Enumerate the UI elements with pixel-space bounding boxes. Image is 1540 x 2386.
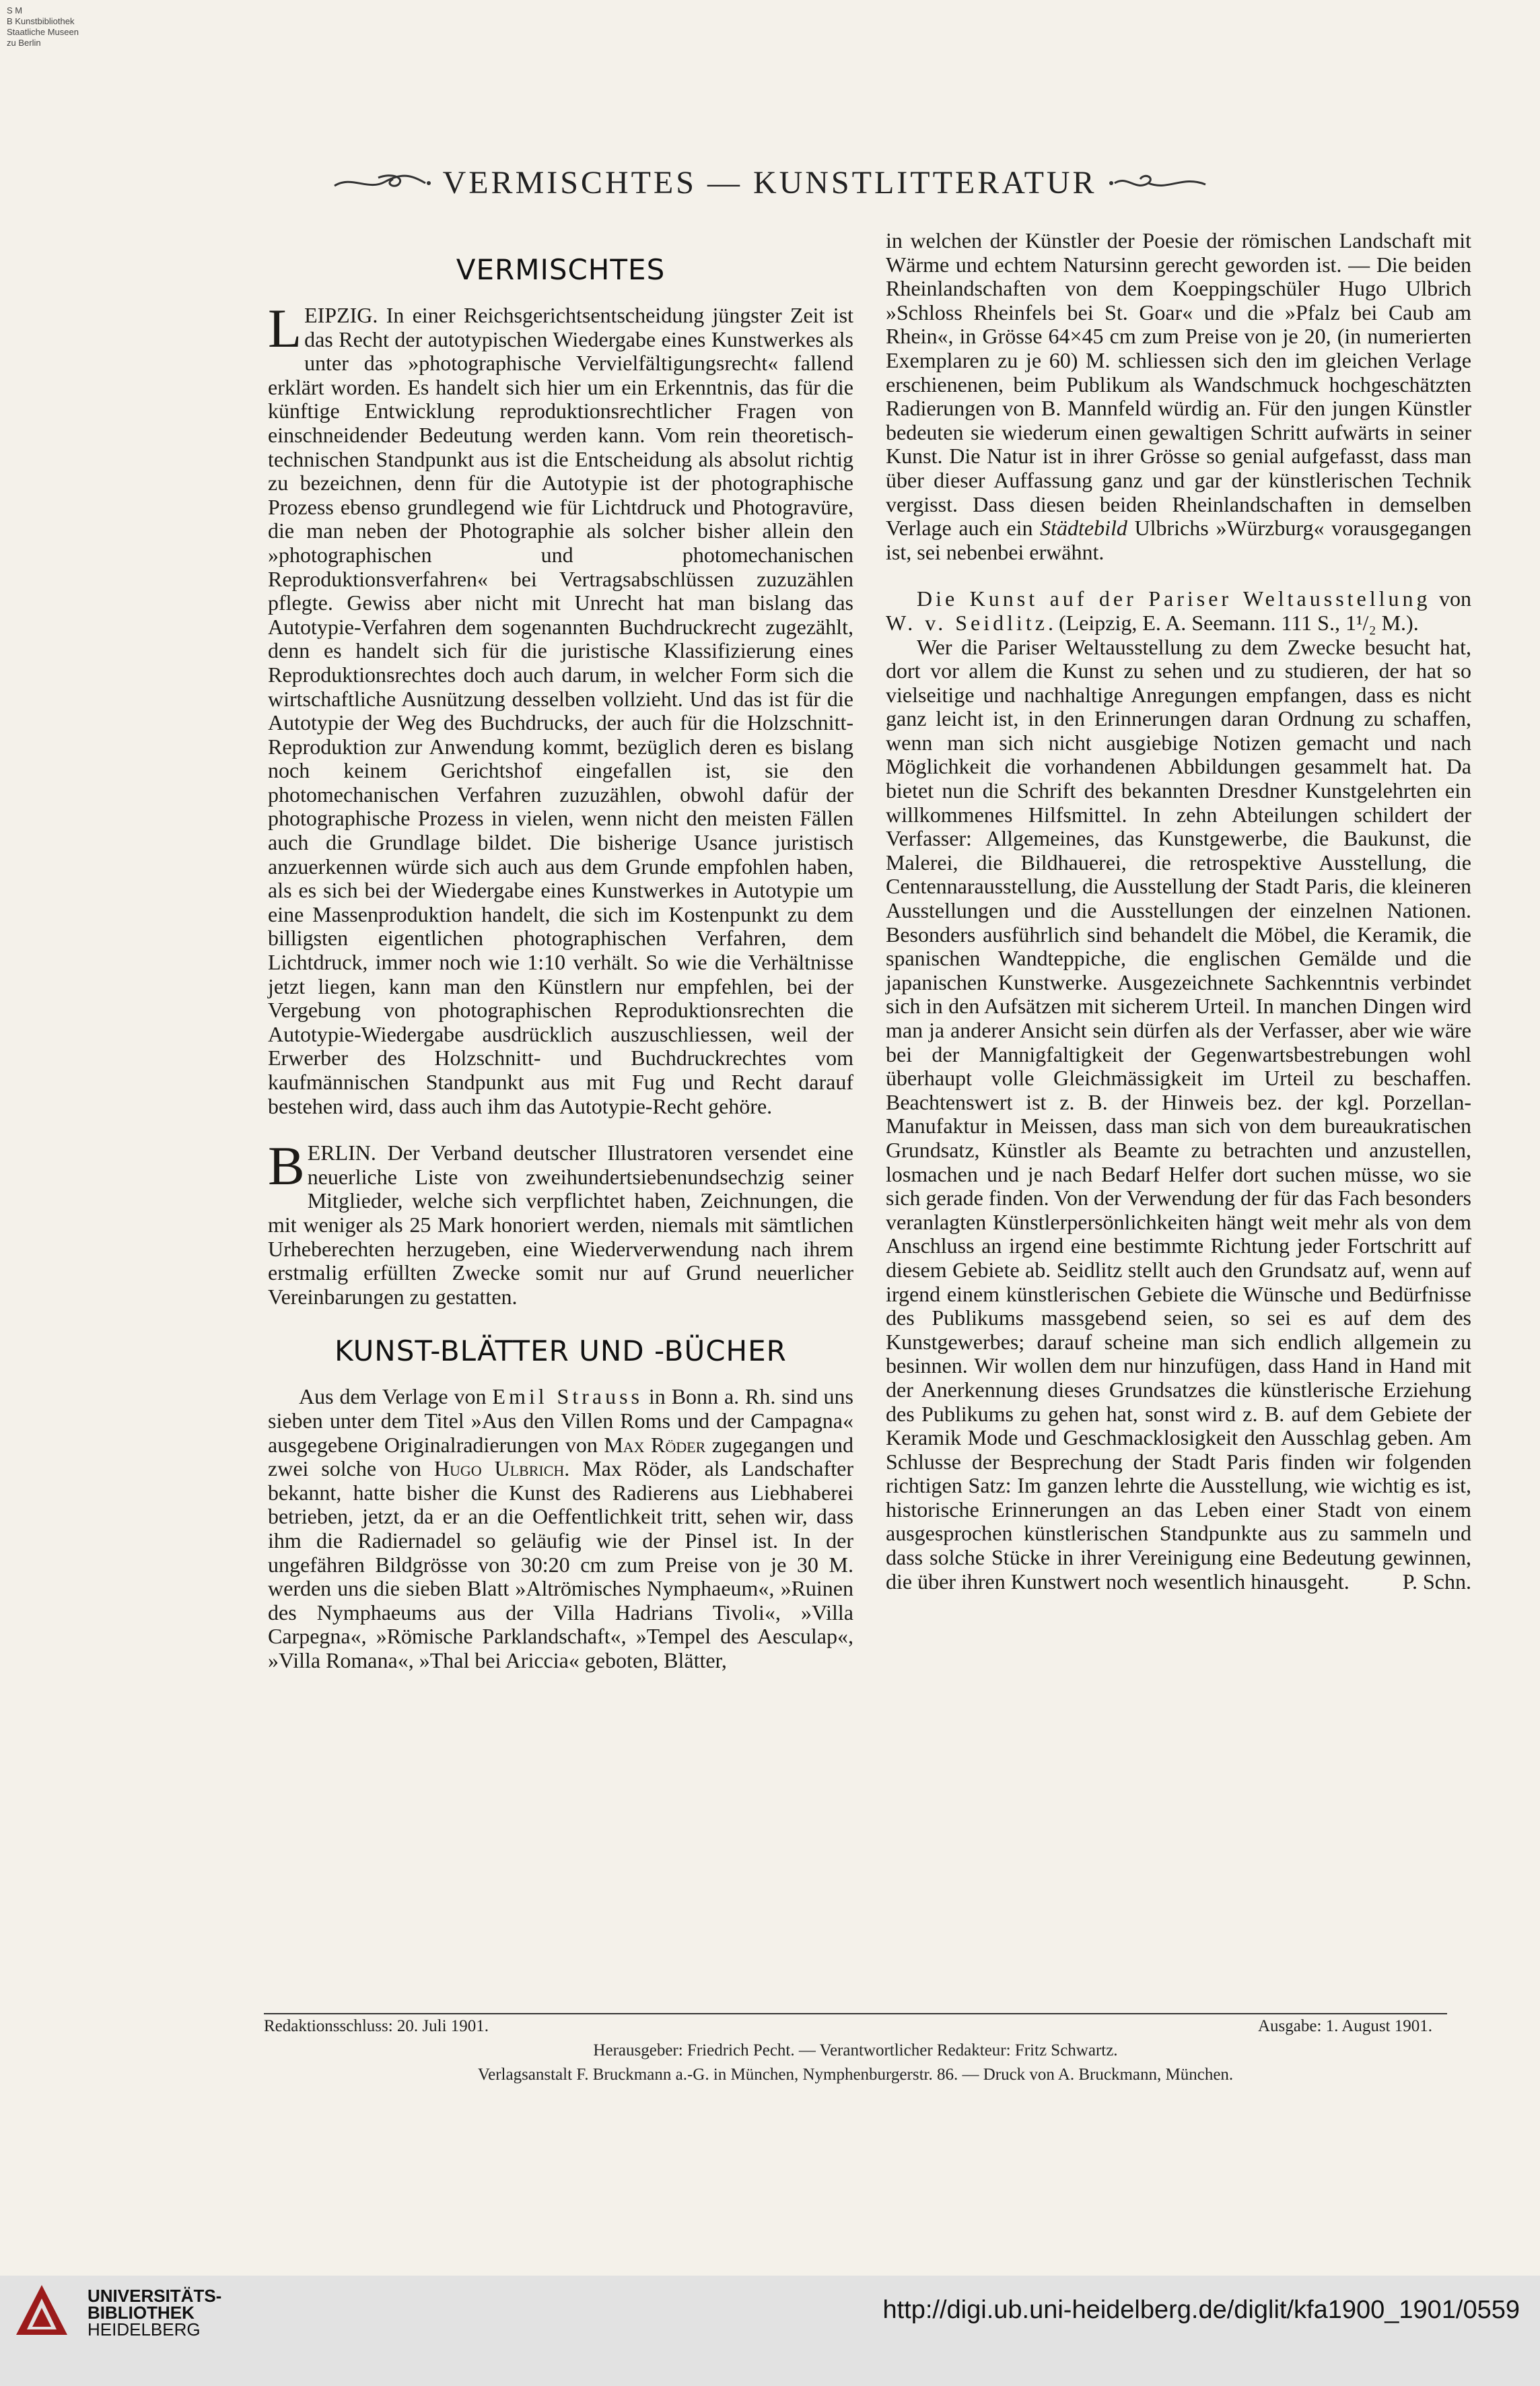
digitization-bar bbox=[0, 2276, 1540, 2386]
ausgabe-date: Ausgabe: 1. August 1901. bbox=[1257, 2017, 1432, 2035]
review-paragraph bbox=[886, 636, 1471, 1594]
berlin-paragraph bbox=[268, 1135, 853, 1309]
signature: P. Schn. bbox=[1402, 1569, 1471, 1594]
text-run: zugegangen und zwei solche von bbox=[268, 1432, 854, 1481]
redaktionsschluss: Redaktionsschluss: 20. Juli 1901. bbox=[264, 2017, 489, 2035]
header-title: VERMISCHTES — KUNSTLITTERATUR bbox=[442, 165, 1097, 201]
strauss-paragraph bbox=[268, 1385, 853, 1672]
text-run: in welchen der Künstler der Poesie der römischen Landschaft mit Wärme und echtem Natursinn gerecht geworden ist. — Die beiden Rheinlandschaften von dem Koeppingschüler Hugo Ulbrich »Schloss Rheinfels bei St. Goar« und die »Pfalz bei Caub am Rhein«, in Grösse 64×45 cm zum Preise von je 20, (in numerierten Exemplaren zu je 60) M. schliessen sich den im gleichen Verlage erschienenen, beim Publikum als Wandschmuck hochgeschätzten Radierungen von B. Mannfeld würdig an. Für den jungen Künstler bedeuten sie wiederum einen gewaltigen Schritt aufwärts in seiner Kunst. Die Natur ist in ihrer Grösse so genial aufgefasst, dass man über dieser Auffassung ganz und gar der künstlerischen Technik vergisst. Dass diesen beiden Rheinlandschaften in demselben Verlage auch ein bbox=[886, 228, 1471, 541]
ulbrich-paragraph bbox=[886, 229, 1471, 564]
footer-verlag: Verlagsanstalt F. Bruckmann a.-G. in München, Nymphenburgerstr. 86. — Druck von A. Bruckmann, München. bbox=[477, 2066, 1234, 2084]
stamp-line: S M bbox=[7, 5, 23, 15]
book-citation bbox=[886, 587, 1471, 635]
section-heading-kunstblaetter: KUNST-BLÄTTER UND -BÜCHER bbox=[335, 1334, 787, 1368]
source-url-link[interactable]: http://digi.ub.uni-heidelberg.de/diglit/kfa1900_1901/0559 bbox=[882, 2296, 1520, 2324]
leipzig-text: EIPZIG. In einer Reichsgerichtsentscheidung jüngster Zeit ist das Recht der autotypischen Wiedergabe eines Kunstwerkes als unter das »photographische Vervielfältigungsrecht« fallend erklärt worden. Es handelt sich hier um ein Erkenntnis, das für die künftige Entwicklung reproduktionsrechtlicher Fragen von einschneidender Bedeutung werden kann. Vom rein theoretisch-technischen Standpunkt aus ist die Entscheidung als absolut richtig zu bezeichnen, denn für die Autotypie ist der photographische Prozess ebenso grundlegend wie für Lichtdruck und Photogravüre, die man neben der Photographie als solcher bisher allein den »photographischen und photomechanischen Reproduktionsverfahren« bei Vertragsabschlüssen zuzuzählen pflegte. Gewiss aber nicht mit Unrecht hat man bislang das Autotypie-Verfahren dem sogenannten Buchdruckrecht zugezählt, denn es handelt sich für die juristische Klassifizierung eines Reproduktionsrechtes doch auch darum, in welcher Form sich die wirtschaftliche Ausnützung desselben vollzieht. Und das ist für die Autotypie der Weg des Buchdrucks, der auch für die Holzschnitt-Reproduktion zur Anwendung kommt, bezüglich deren es bislang noch keinem Gerichtshof eingefallen ist, sie den photomechanischen Verfahren zuzuzählen, obwohl dafür der photographische Prozess in vielen, wenn nicht den meisten Fällen auch die Grundlage bildet. Die bisherige Usance juristisch anzuerkennen würde sich auch aus dem Grunde empfohlen haben, als es sich bei der Wiedergabe eines Kunstwerkes in Autotypie um eine Massenproduktion handelt, die sich im Kostenpunkt zu dem billigsten eigentlichen photographischen Verfahren, dem Lichtdruck, immer noch wie 1:10 verhält. So wie die Verhältnisse jetzt liegen, kann man den Künstlern nur empfehlen, bei der Vergebung von photographischen Reproduktionsrechten die Autotypie-Wiedergabe ausdrücklich auszuschliessen, weil der Erwerber des Holzschnitt- und Buchdruckrechtes vom kaufmännischen Standpunkt aus mit Fug und Recht darauf bestehen wird, dass auch ihm das Autotypie-Recht gehöre. bbox=[268, 303, 853, 1118]
drop-cap: B bbox=[268, 1135, 305, 1197]
leipzig-paragraph bbox=[268, 298, 853, 1118]
library-name-line: HEIDELBERG bbox=[88, 2319, 201, 2340]
stamp-line: Staatliche Museen bbox=[7, 27, 79, 37]
text-run: von bbox=[1430, 586, 1472, 611]
museum-stamp bbox=[7, 5, 79, 48]
library-name bbox=[88, 2288, 221, 2338]
text-run: Aus dem Verlage von bbox=[299, 1384, 493, 1409]
text-run: . (Leipzig, E. A. Seemann. 111 S., 1¹/₂ M.). bbox=[1047, 610, 1419, 635]
footer-herausgeber: Herausgeber: Friedrich Pecht. — Verantwortlicher Redakteur: Fritz Schwartz. bbox=[593, 2041, 1118, 2059]
book-title: Die Kunst auf der Pariser Weltausstellung bbox=[917, 586, 1431, 611]
text-run: Ulbrichs »Würzburg« vorausgegangen ist, sei nebenbei erwähnt. bbox=[886, 516, 1471, 564]
footer-divider bbox=[264, 2013, 1447, 2014]
text-run: in Bonn a. Rh. sind uns sieben unter dem Titel »Aus den Villen Roms und der Campagna« ausgegebene Originalradierungen von bbox=[268, 1384, 854, 1457]
library-name-line: BIBLIOTHEK bbox=[88, 2303, 195, 2323]
book-author: W. v. Seidlitz bbox=[886, 610, 1048, 635]
stamp-line: B Kunstbibliothek bbox=[7, 16, 75, 26]
left-column bbox=[268, 229, 853, 1672]
ornament-right-icon bbox=[1108, 168, 1209, 203]
publisher-name: Emil Strauss bbox=[492, 1384, 643, 1409]
right-column bbox=[886, 229, 1471, 1594]
review-text: Wer die Pariser Weltausstellung zu dem Zwecke besucht hat, dort vor allem die Kunst zu sehen und zu studieren, der hat so vielseitige und nachhaltige Anregungen empfangen, dass es nicht ganz leicht ist, in den Erinnerungen daran Ordnung zu schaffen, wenn man sich nicht ausgiebige Notizen gemacht und nach Möglichkeit die vorhandenen Abbildungen gesammelt hat. Da bietet nun die Schrift des bekannten Dresdner Kunstgelehrten ein willkommenes Hilfsmittel. In zehn Abteilungen schildert der Verfasser: Allgemeines, das Kunstgewerbe, die Baukunst, die Malerei, die Bildhauerei, die retrospektive Ausstellung, die Centennarausstellung, die Ausstellung der Stadt Paris, die kleineren Ausstellungen und die Ausstellungen der einzelnen Nationen. Besonders ausführlich sind behandelt die Möbel, die Keramik, die spanischen Wandteppiche, die englischen Gemälde und die japanischen Kunstwerke. Ausgezeichnete Sachkenntnis verbindet sich in den Aufsätzen mit sicherem Urteil. In manchen Dingen wird man ja anderer Ansicht sein dürfen als der Verfasser, aber wie wäre bei der Mannigfaltigkeit der Gegenwartsbestrebungen wohl überhaupt volle Gleichmässigkeit im Urteil zu beschaffen. Beachtenswert ist z. B. der Hinweis bez. der kgl. Porzellan-Manufaktur in Meissen, dass man sich von dem bureaukratischen Grundsatz, Künstler als Beamte zu betrachten und anzustellen, losmachen und je nach Bedarf Helfer dort suchen müsse, wo sie sich gerade finden. Von der Verwendung der für das Fach besonders veranlagten Künstlerpersönlichkeiten hängt weit mehr als von dem Anschluss an irgend eine bestimmte Richtung jeder Fortschritt auf diesem Gebiete ab. Seidlitz stellt auch den Grundsatz auf, wenn auf irgend einem künstlerischen Gebiete die Wünsche und Bedürfnisse des Publikums massgebend seien, so sei es auf dem des Kunstgewerbes; darauf scheine man sich endlich allgemein zu besinnen. Wir wollen dem nur hinzufügen, dass Hand in Hand mit der Anerkennung dieses Grundsatzes die künstlerische Erziehung des Publikums zu gehen hat, sonst wird z. B. auf dem Gebiete der Keramik Mode und Geschmacklosigkeit den Ausschlag geben. Am Schlusse der Besprechung der Stadt Paris finden wir folgenden richtigen Satz: Im ganzen lehrte die Ausstellung, wie wichtig es ist, historische Erinnerungen an das Leben einer Stadt von einem ausgesprochen künstlerischen Standpunkte aus zu sammeln und dass solche Stücke in ihrer Vereinigung eine Bedeutung gewinnen, die über ihren Kunstwert noch wesentlich hinausgeht. bbox=[886, 634, 1471, 1594]
drop-cap: L bbox=[268, 298, 302, 359]
library-name-line: UNIVERSITÄTS- bbox=[88, 2286, 222, 2306]
running-header bbox=[0, 164, 1540, 203]
artist-name: Max Röder bbox=[604, 1432, 706, 1457]
artist-name: Hugo Ulbrich bbox=[433, 1456, 565, 1481]
library-logo-icon bbox=[13, 2282, 70, 2339]
section-heading-vermischtes: VERMISCHTES bbox=[456, 253, 666, 286]
stamp-line: zu Berlin bbox=[7, 38, 41, 48]
ornament-left-icon bbox=[331, 168, 432, 203]
text-run: . Max Röder, als Landschafter bekannt, hatte bisher die Kunst des Radierens aus Liebhaberei betrieben, jetzt, da er an die Oeffentlichkeit tritt, sehen wir, dass ihm die Radiernadel so geläufig wie der Pinsel ist. In der ungefähren Bildgrösse von 30:20 cm zum Preise von je 30 M. werden uns die sieben Blatt »Altrömisches Nymphaeum«, »Ruinen des Nymphaeums aus der Villa Hadrians Tivoli«, »Villa Carpegna«, »Römische Parklandschaft«, »Tempel des Aesculap«, »Villa Romana«, »Thal bei Ariccia« geboten, Blätter, bbox=[268, 1456, 854, 1672]
berlin-text: ERLIN. Der Verband deutscher Illustratoren versendet eine neuerliche Liste von zweihundertsiebenundsechzig seiner Mitglieder, welche sich verpflichtet haben, Zeichnungen, die mit weniger als 25 Mark honoriert werden, niemals mit sämtlichen Urheberechten herzugeben, eine Wiederverwendung nach ihrem erstmalig erfüllten Zwecke somit nur auf Grund neuerlicher Vereinbarungen zu gestatten. bbox=[268, 1140, 853, 1309]
italic-term: Städtebild bbox=[1040, 516, 1127, 541]
footer-line-1 bbox=[264, 2017, 1447, 2036]
